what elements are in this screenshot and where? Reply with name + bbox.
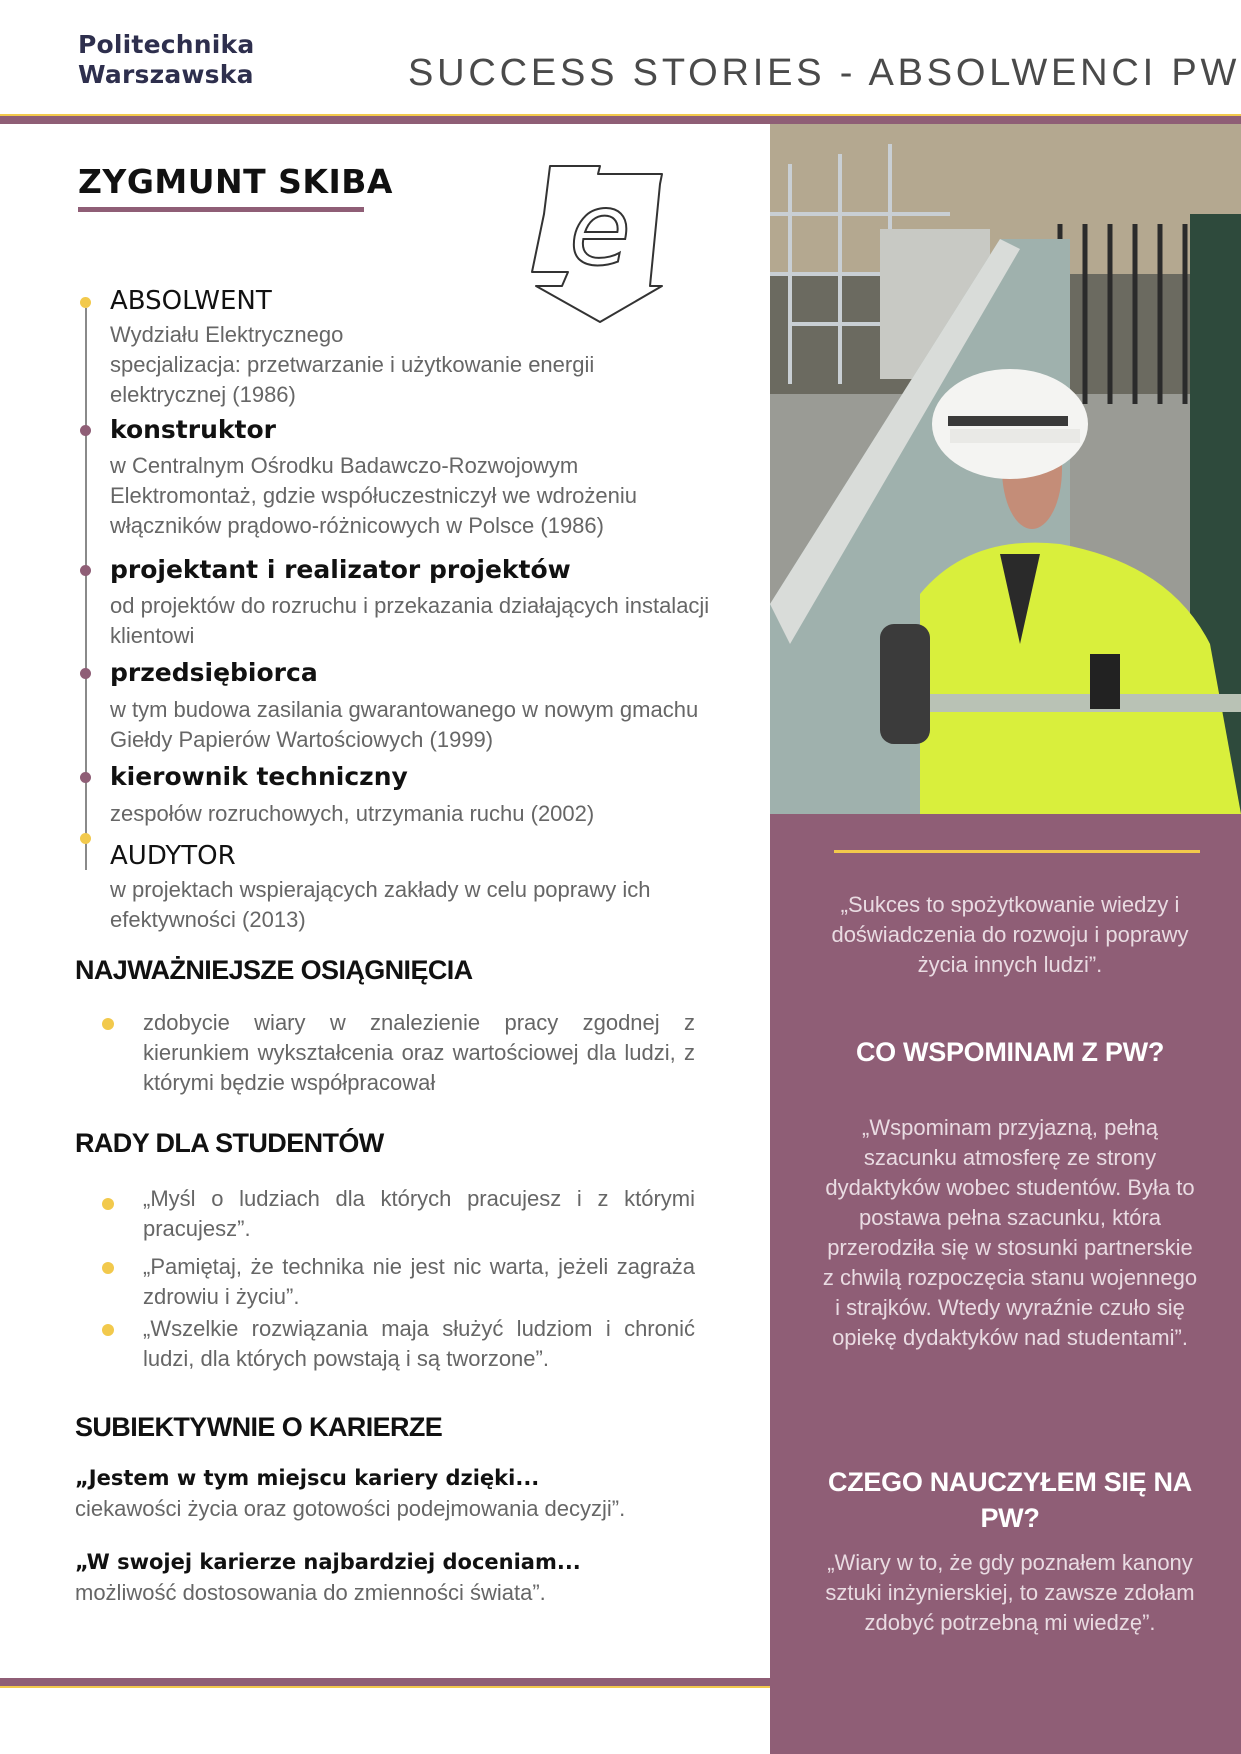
career-heading: SUBIEKTYWNIE O KARIERZE [75, 1412, 443, 1442]
memory-heading: CO WSPOMINAM Z PW? [855, 1037, 1165, 1067]
advice-item: „Wszelkie rozwiązania maja służyć ludziom i chronić ludzi, dla których powstają i są tworzone”. [143, 1316, 695, 1371]
e-arrow-emblem-icon [530, 164, 670, 324]
achievement-item: zdobycie wiary w znalezienie pracy zgodnej z kierunkiem wykształcenia oraz wartościowej dla ludzi, z którymi będzie współpracował [143, 1010, 695, 1095]
timeline-dot [80, 668, 91, 679]
timeline-dot [80, 565, 91, 576]
timeline-title: przedsiębiorca [110, 658, 318, 687]
timeline-line [85, 308, 87, 870]
career-quote-text: możliwość dostosowania do zmienności świata”. [75, 1580, 546, 1605]
timeline-desc: Wydziału Elektrycznego specjalizacja: przetwarzanie i użytkowanie energii elektrycznej (1986) [110, 322, 595, 407]
timeline-dot [80, 425, 91, 436]
timeline-title: kierownik techniczny [110, 762, 408, 791]
bullet-dot [102, 1324, 114, 1336]
top-divider [0, 114, 1241, 124]
emblem-letter: e [569, 171, 631, 288]
bullet-dot [102, 1262, 114, 1274]
timeline-dot [80, 297, 91, 308]
logo-line-2: Warszawska [78, 60, 254, 89]
timeline-desc: od projektów do rozruchu i przekazania działających instalacji klientowi [110, 593, 710, 648]
page-title: SUCCESS STORIES - ABSOLWENCI PW [408, 52, 1241, 94]
bottom-divider [0, 1678, 770, 1688]
achievements-heading: NAJWAŻNIEJSZE OSIĄGNIĘCIA [75, 955, 473, 985]
learned-quote: „Wiary w to, że gdy poznałem kanony sztuki inżynierskiej, to zawsze zdołam zdobyć potrzebną mi wiedzę”. [825, 1550, 1195, 1635]
university-logo [78, 30, 278, 90]
timeline-desc: w projektach wspierających zakłady w celu poprawy ich efektywności (2013) [110, 877, 651, 932]
timeline-desc: zespołów rozruchowych, utrzymania ruchu (2002) [110, 801, 595, 826]
timeline-title: projektant i realizator projektów [110, 555, 571, 584]
timeline-title: konstruktor [110, 415, 276, 444]
career-quote-lead: „Jestem w tym miejscu kariery dzięki... [75, 1466, 540, 1490]
timeline-title: AUDYTOR [110, 841, 236, 871]
advice-item: „Myśl o ludziach dla których pracujesz i z którymi pracujesz”. [143, 1186, 695, 1241]
timeline-dot [80, 772, 91, 783]
name-underline [78, 207, 364, 212]
bullet-dot [102, 1198, 114, 1210]
timeline-title: ABSOLWENT [110, 286, 272, 316]
memory-quote: „Wspominam przyjazną, pełną szacunku atmosferę ze strony dydaktyków wobec studentów. Była to postawa pełna szacunku, która przerodziła się w stosunki partnerskie z chwilą rozpoczęcia stanu wojennego i strajków. Wtedy wyraźnie czuło się opiekę dydaktyków nad studentami”. [822, 1115, 1198, 1350]
bullet-dot [102, 1018, 114, 1030]
advice-item: „Pamiętaj, że technika nie jest nic warta, jeżeli zagraża zdrowiu i życiu”. [143, 1254, 695, 1309]
motto-quote: „Sukces to spożytkowanie wiedzy i doświadczenia do rozwoju i poprawy życia innych ludzi”. [831, 892, 1189, 977]
person-name: ZYGMUNT SKIBA [78, 162, 393, 201]
portrait-illustration [770, 124, 1241, 814]
career-quote-text: ciekawości życia oraz gotowości podejmowania decyzji”. [75, 1496, 626, 1521]
logo-line-1: Politechnika [78, 30, 255, 59]
timeline-desc: w tym budowa zasilania gwarantowanego w nowym gmachu Giełdy Papierów Wartościowych (1999) [110, 697, 699, 752]
side-divider [834, 850, 1200, 853]
timeline-desc: w Centralnym Ośrodku Badawczo-Rozwojowym Elektromontaż, gdzie współuczestniczył we wdrożeniu włączników prądowo-różnicowych w Polsce (1986) [110, 453, 638, 538]
career-quote-lead: „W swojej karierze najbardziej doceniam... [75, 1550, 581, 1574]
portrait-photo [770, 124, 1241, 814]
advice-heading: RADY DLA STUDENTÓW [75, 1128, 384, 1158]
learned-heading: CZEGO NAUCZYŁEM SIĘ NA PW? [828, 1467, 1192, 1533]
timeline-dot [80, 833, 91, 844]
